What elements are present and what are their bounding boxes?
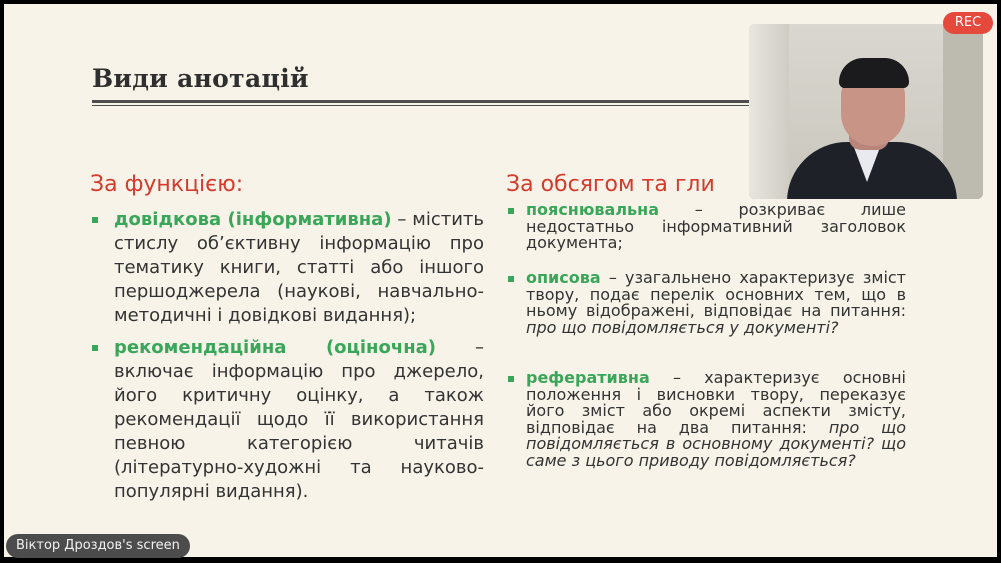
right-list-item-abstract <box>508 370 906 469</box>
left-list-item-informative <box>92 208 484 328</box>
item-text: – характеризує основні положення і висновки твору, переказує його зміст або окремі аспекти змісту, відповідає на два питання: <box>526 368 906 437</box>
left-list-item-recommendation <box>92 336 484 504</box>
screen-owner-label: Віктор Дроздов's screen <box>6 534 190 558</box>
left-column-heading: За функцією: <box>90 172 244 197</box>
participant-hair <box>839 58 909 88</box>
bullet-icon <box>508 208 514 214</box>
recording-badge: REC <box>943 12 993 34</box>
participant-video-tile[interactable] <box>749 24 983 199</box>
item-keyword: реферативна <box>526 368 650 387</box>
item-question: про що повідомляється у документі? <box>526 317 839 337</box>
slide-title: Види анотацій <box>92 64 309 93</box>
item-question: про що повідомляється в основному документі? що саме з цього приводу повідомляється? <box>526 417 906 470</box>
item-keyword: рекомендаційна (оціночна) <box>114 337 437 358</box>
item-keyword: довідкова (інформативна) <box>114 209 392 230</box>
item-text: – розкриває лише недостатньо інформативний заголовок документа; <box>526 200 906 252</box>
item-text: – узагальнено характеризує зміст твору, подає перелік основних тем, що в ньому відображені, відповідає на питання: <box>526 268 906 320</box>
right-list-item-descriptive <box>508 270 906 336</box>
item-keyword: описова <box>526 268 601 287</box>
bullet-icon <box>92 217 98 223</box>
item-text: – містить стислу об’єктивну інформацію про тематику книги, статті або іншого першоджерела (наукові, навчально-методичні і довідкові видання); <box>114 209 484 326</box>
item-text: – включає інформацію про джерело, його критичну оцінку, а також рекомендації щодо її використання певною категорією читачів (літературно-художні та науково-популярні видання). <box>114 337 484 502</box>
bullet-icon <box>508 276 514 282</box>
bullet-icon <box>508 376 514 382</box>
right-column-heading: За обсягом та гли <box>506 172 715 197</box>
bullet-icon <box>92 345 98 351</box>
item-keyword: пояснювальна <box>526 200 660 219</box>
right-list-item-explanatory <box>508 202 906 252</box>
video-doorframe <box>749 24 789 199</box>
